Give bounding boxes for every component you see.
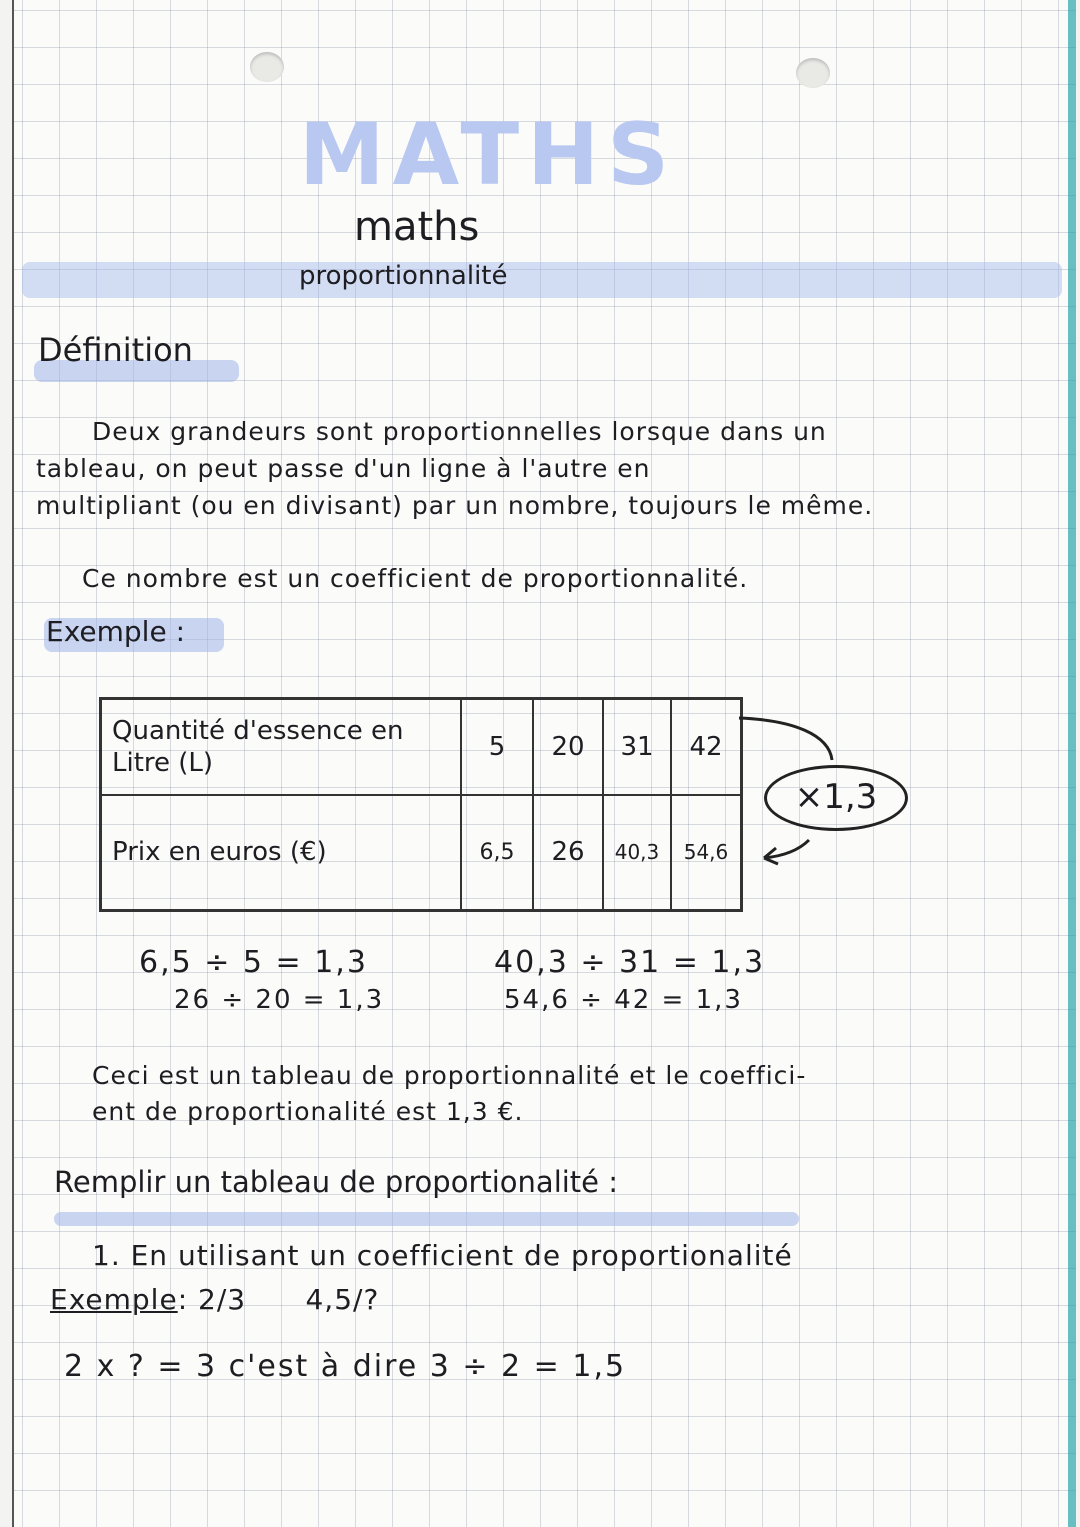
row-label: Quantité d'essence en Litre (L) — [101, 699, 462, 795]
punch-hole — [250, 52, 284, 82]
table-cell: 40,3 — [603, 795, 671, 911]
table-cell: 54,6 — [671, 795, 742, 911]
example-heading: Exemple : — [46, 615, 186, 648]
page-title: maths — [354, 204, 480, 250]
definition-line: multipliant (ou en divisant) par un nombre, toujours le même. — [36, 491, 874, 520]
example-values: : 2/3 4,5/? — [177, 1283, 380, 1316]
computation: 2 x ? = 3 c'est à dire 3 ÷ 2 = 1,5 — [64, 1349, 627, 1384]
proportion-table — [99, 697, 743, 912]
equation: 54,6 ÷ 42 = 1,3 — [504, 985, 743, 1015]
definition-line: tableau, on peut passe d'un ligne à l'autre en — [36, 454, 651, 483]
title-highlight — [22, 262, 1062, 298]
example-line — [50, 1284, 379, 1316]
definition-heading: Définition — [38, 331, 193, 369]
section-highlight — [54, 1212, 799, 1226]
equation: 6,5 ÷ 5 = 1,3 — [139, 945, 368, 980]
page-subtitle: proportionnalité — [299, 261, 508, 291]
definition-line: Deux grandeurs sont proportionnelles lorsque dans un — [92, 417, 827, 446]
coefficient-sentence: Ce nombre est un coefficient de proportionnalité. — [82, 564, 749, 593]
method-item: 1. En utilisant un coefficient de proportionalité — [92, 1239, 793, 1272]
table-row — [101, 795, 742, 911]
section-heading: Remplir un tableau de proportionalité : — [54, 1165, 619, 1199]
table-cell: 5 — [461, 699, 533, 795]
conclusion-line: Ceci est un tableau de proportionnalité et le coeffici- — [92, 1061, 807, 1090]
title-watermark: MATHS — [299, 105, 678, 205]
equation: 26 ÷ 20 = 1,3 — [174, 985, 385, 1015]
punch-hole — [796, 58, 830, 88]
row-label: Prix en euros (€) — [101, 795, 462, 911]
coefficient-bubble: ×1,3 — [764, 765, 908, 831]
example-label: Exemple — [50, 1283, 178, 1316]
table-cell: 26 — [533, 795, 603, 911]
page-edge — [1068, 0, 1076, 1527]
equation: 40,3 ÷ 31 = 1,3 — [494, 945, 766, 980]
table-cell: 42 — [671, 699, 742, 795]
conclusion-line: ent de proportionalité est 1,3 €. — [92, 1097, 524, 1126]
notebook-page — [12, 0, 1076, 1527]
table-cell: 6,5 — [461, 795, 533, 911]
table-cell: 20 — [533, 699, 603, 795]
table-row — [101, 699, 742, 795]
table-cell: 31 — [603, 699, 671, 795]
